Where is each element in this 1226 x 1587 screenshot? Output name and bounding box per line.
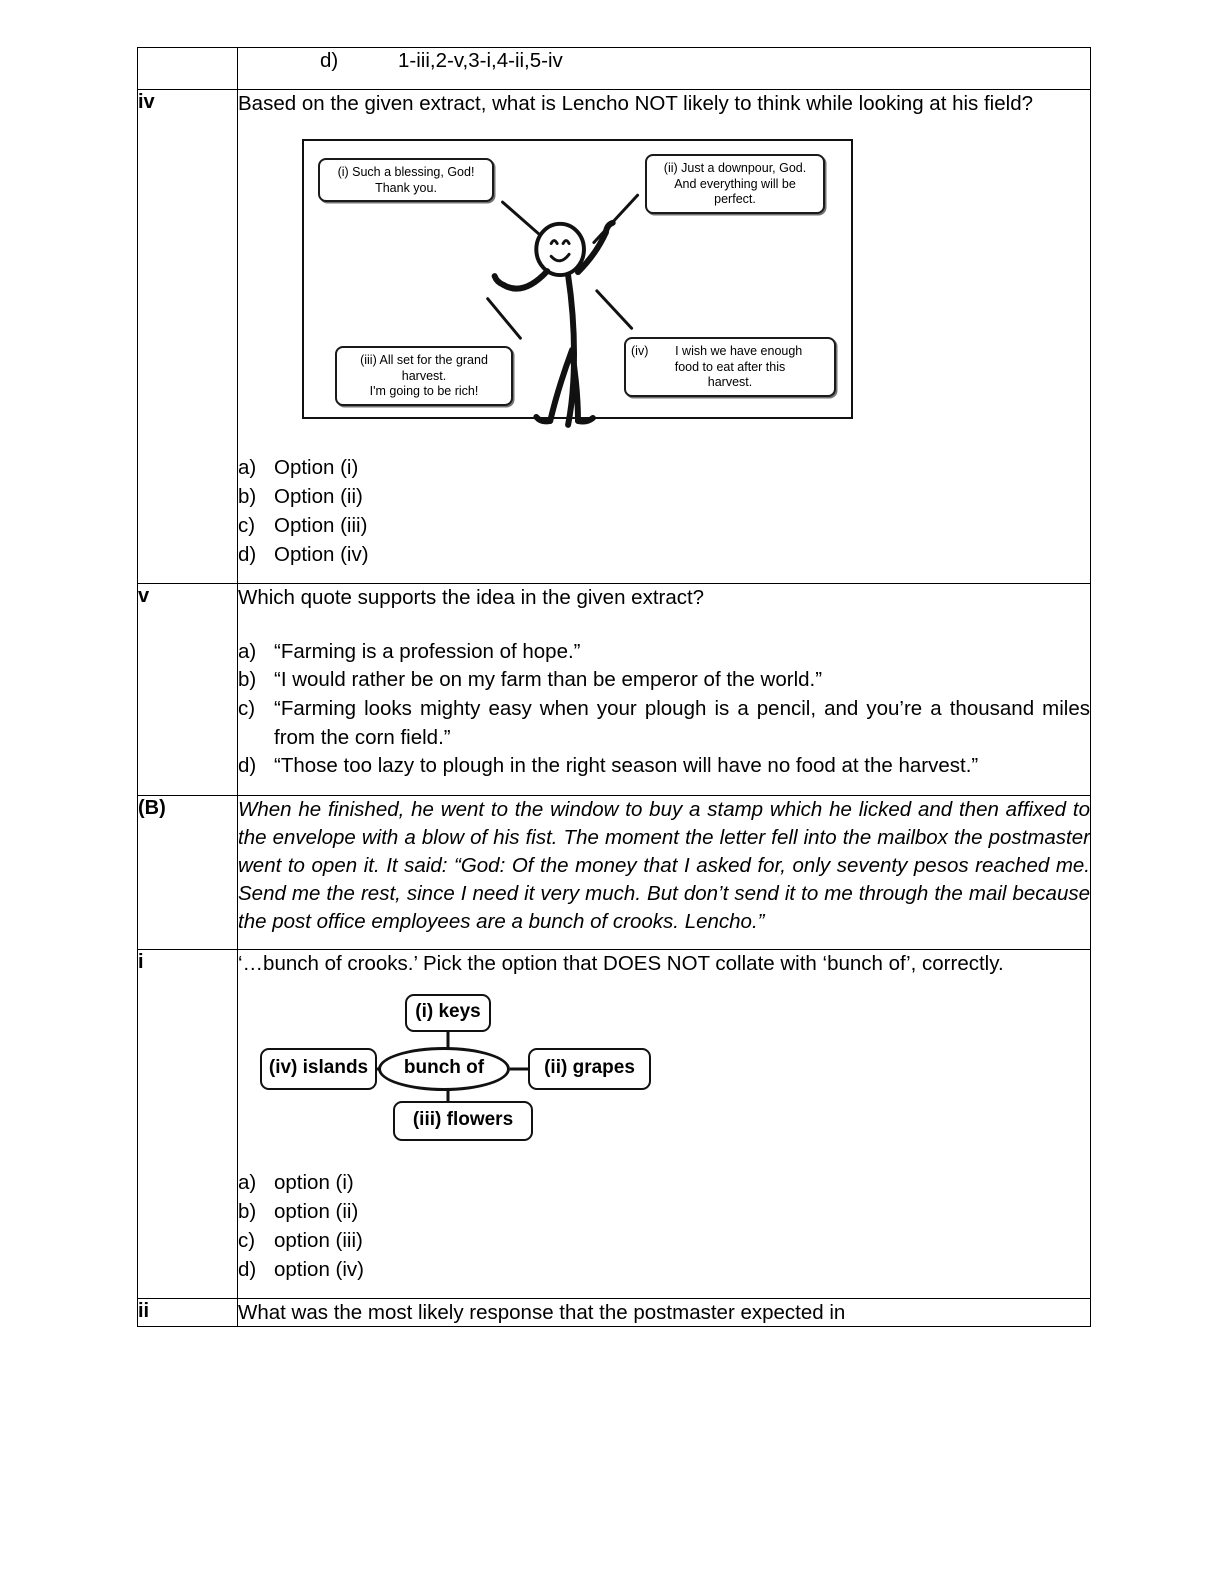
option-item[interactable] bbox=[238, 482, 1090, 511]
option-text: Option (iv) bbox=[274, 543, 369, 567]
questions-table bbox=[137, 47, 1091, 1327]
spacer bbox=[238, 75, 1090, 89]
figure-head bbox=[536, 224, 584, 275]
question-text: What was the most likely response that the postmaster expected in bbox=[238, 1301, 846, 1325]
spacer bbox=[238, 612, 1090, 638]
row-body-cell bbox=[238, 950, 1091, 1299]
option-item[interactable] bbox=[238, 1226, 1090, 1255]
option-marker: c) bbox=[238, 514, 256, 538]
option-item[interactable] bbox=[238, 511, 1090, 540]
row-label-cell bbox=[138, 950, 238, 1299]
row-label-cell bbox=[138, 1299, 238, 1327]
web-node-label: (i) keys bbox=[415, 1001, 481, 1023]
bunch-of-word-web bbox=[260, 994, 660, 1142]
spacer bbox=[238, 419, 1090, 453]
option-marker: a) bbox=[238, 639, 257, 663]
row-label: (B) bbox=[138, 797, 166, 820]
option-text: Option (ii) bbox=[274, 485, 363, 508]
options-list-v bbox=[238, 638, 1090, 781]
bubble-line: And everything will be bbox=[674, 176, 796, 191]
option-item[interactable] bbox=[238, 752, 1090, 781]
web-node-label: (ii) grapes bbox=[544, 1057, 635, 1079]
figure-hand-left bbox=[495, 276, 504, 285]
web-node-islands bbox=[260, 1048, 377, 1090]
option-text: “I would rather be on my farm than be emperor of the world.” bbox=[274, 668, 823, 692]
option-text: option (iv) bbox=[274, 1257, 365, 1281]
spacer bbox=[238, 1142, 1090, 1168]
thought-bubble-iv bbox=[624, 337, 836, 397]
option-marker: d) bbox=[238, 543, 257, 567]
bubble-tag: (iv) bbox=[631, 343, 649, 358]
bubble-line: I'm going to be rich! bbox=[369, 384, 479, 399]
bubble-line: (i) Such a blessing, God! bbox=[337, 164, 475, 179]
option-text: 1-iii,2-v,3-i,4-ii,5-iv bbox=[398, 49, 563, 72]
option-text: Option (iii) bbox=[274, 514, 368, 538]
question-text: Based on the given extract, what is Lencho NOT likely to think while looking at his field? bbox=[238, 91, 1033, 115]
option-item[interactable] bbox=[238, 695, 1090, 752]
option-text: Option (i) bbox=[274, 455, 359, 479]
web-node-label: (iii) flowers bbox=[412, 1109, 514, 1131]
option-item[interactable] bbox=[238, 666, 1090, 695]
option-marker: a) bbox=[238, 455, 257, 479]
web-node-label: (iv) islands bbox=[268, 1057, 369, 1079]
bubble-first-line bbox=[631, 344, 829, 360]
option-item[interactable] bbox=[238, 540, 1090, 569]
web-node-keys bbox=[405, 994, 491, 1032]
row-label: v bbox=[138, 585, 150, 608]
row-body-cell bbox=[238, 1299, 1091, 1327]
row-label-cell bbox=[138, 48, 238, 90]
option-text: “Farming looks mighty easy when your plough is a pencil, and you’re a thousand miles from the corn field.” bbox=[274, 696, 1090, 749]
match-option-line bbox=[238, 48, 1090, 75]
bubble-line: I wish we have enough bbox=[675, 343, 803, 358]
web-node-grapes bbox=[528, 1048, 651, 1090]
row-label-cell bbox=[138, 796, 238, 950]
row-body-cell bbox=[238, 584, 1091, 796]
table-row-match-option bbox=[138, 48, 1091, 90]
bubble-line: (ii) Just a downpour, God. bbox=[663, 160, 807, 175]
option-marker: b) bbox=[238, 485, 257, 508]
option-marker: b) bbox=[238, 1199, 257, 1223]
row-body-cell bbox=[238, 48, 1091, 90]
row-body-cell bbox=[238, 89, 1091, 584]
option-item[interactable] bbox=[238, 453, 1090, 482]
option-item[interactable] bbox=[238, 1255, 1090, 1284]
option-marker: a) bbox=[238, 1170, 257, 1194]
row-label: i bbox=[138, 951, 144, 974]
option-marker: c) bbox=[238, 1228, 256, 1252]
table-row-question-i bbox=[138, 950, 1091, 1299]
options-list-i bbox=[238, 1168, 1090, 1284]
bubble-line: harvest. bbox=[401, 368, 447, 383]
option-marker: d) bbox=[238, 1257, 257, 1281]
row-label-cell bbox=[138, 89, 238, 584]
thought-bubble-i bbox=[318, 158, 494, 203]
row-label-cell bbox=[138, 584, 238, 796]
row-label: iv bbox=[138, 90, 155, 113]
option-marker: d) bbox=[238, 754, 257, 778]
thought-bubble-ii bbox=[645, 154, 825, 214]
row-body-cell bbox=[238, 796, 1091, 950]
figure-hand-right bbox=[606, 223, 613, 233]
spacer bbox=[238, 935, 1090, 949]
question-paper-page bbox=[137, 47, 1090, 1327]
spacer bbox=[238, 1284, 1090, 1298]
thought-bubble-iii bbox=[335, 346, 513, 406]
figure-arm-left bbox=[504, 271, 548, 289]
table-row-question-ii bbox=[138, 1299, 1091, 1327]
web-node-label: bunch of bbox=[403, 1057, 485, 1079]
table-row-question-iv bbox=[138, 89, 1091, 584]
option-text: “Those too lazy to plough in the right season will have no food at the harvest.” bbox=[274, 754, 979, 778]
web-node-center bbox=[378, 1047, 510, 1091]
web-node-flowers bbox=[393, 1101, 533, 1141]
stick-figure-illustration bbox=[302, 139, 853, 419]
row-label: ii bbox=[138, 1300, 150, 1323]
spacer bbox=[238, 569, 1090, 583]
option-text: option (ii) bbox=[274, 1199, 359, 1223]
options-list-iv bbox=[238, 453, 1090, 569]
bubble-line: harvest. bbox=[707, 375, 753, 390]
bubble-line: perfect. bbox=[714, 192, 756, 207]
option-item[interactable] bbox=[238, 1197, 1090, 1226]
question-text: Which quote supports the idea in the given extract? bbox=[238, 586, 705, 610]
option-marker: d) bbox=[320, 49, 339, 72]
table-row-extract-b bbox=[138, 796, 1091, 950]
extract-text: When he finished, he went to the window to buy a stamp which he licked and then affixed to the envelope with a blow of his fist. The moment the letter fell into the mailbox the postmaster went to open it. It said: “God: Of the money that I asked for, only seventy pesos reached me. Send me the rest, since I need it very much. But don’t send it to me through the mail because the post office employees are a bunch of crooks. Lencho.” bbox=[238, 798, 1090, 933]
option-marker: b) bbox=[238, 668, 257, 692]
figure-foot-right bbox=[578, 418, 593, 422]
option-item[interactable] bbox=[238, 1168, 1090, 1197]
option-marker: c) bbox=[238, 696, 256, 720]
option-text: option (iii) bbox=[274, 1228, 363, 1252]
table-row-question-v bbox=[138, 584, 1091, 796]
option-text: “Farming is a profession of hope.” bbox=[274, 639, 581, 663]
question-text: ‘…bunch of crooks.’ Pick the option that DOES NOT collate with ‘bunch of’, correctly. bbox=[238, 952, 1004, 976]
bubble-line: food to eat after this bbox=[674, 359, 786, 374]
spacer bbox=[238, 781, 1090, 795]
bubble-line: Thank you. bbox=[375, 180, 437, 195]
option-text: option (i) bbox=[274, 1170, 354, 1194]
bubble-line: (iii) All set for the grand bbox=[360, 352, 488, 367]
option-item[interactable] bbox=[238, 638, 1090, 667]
